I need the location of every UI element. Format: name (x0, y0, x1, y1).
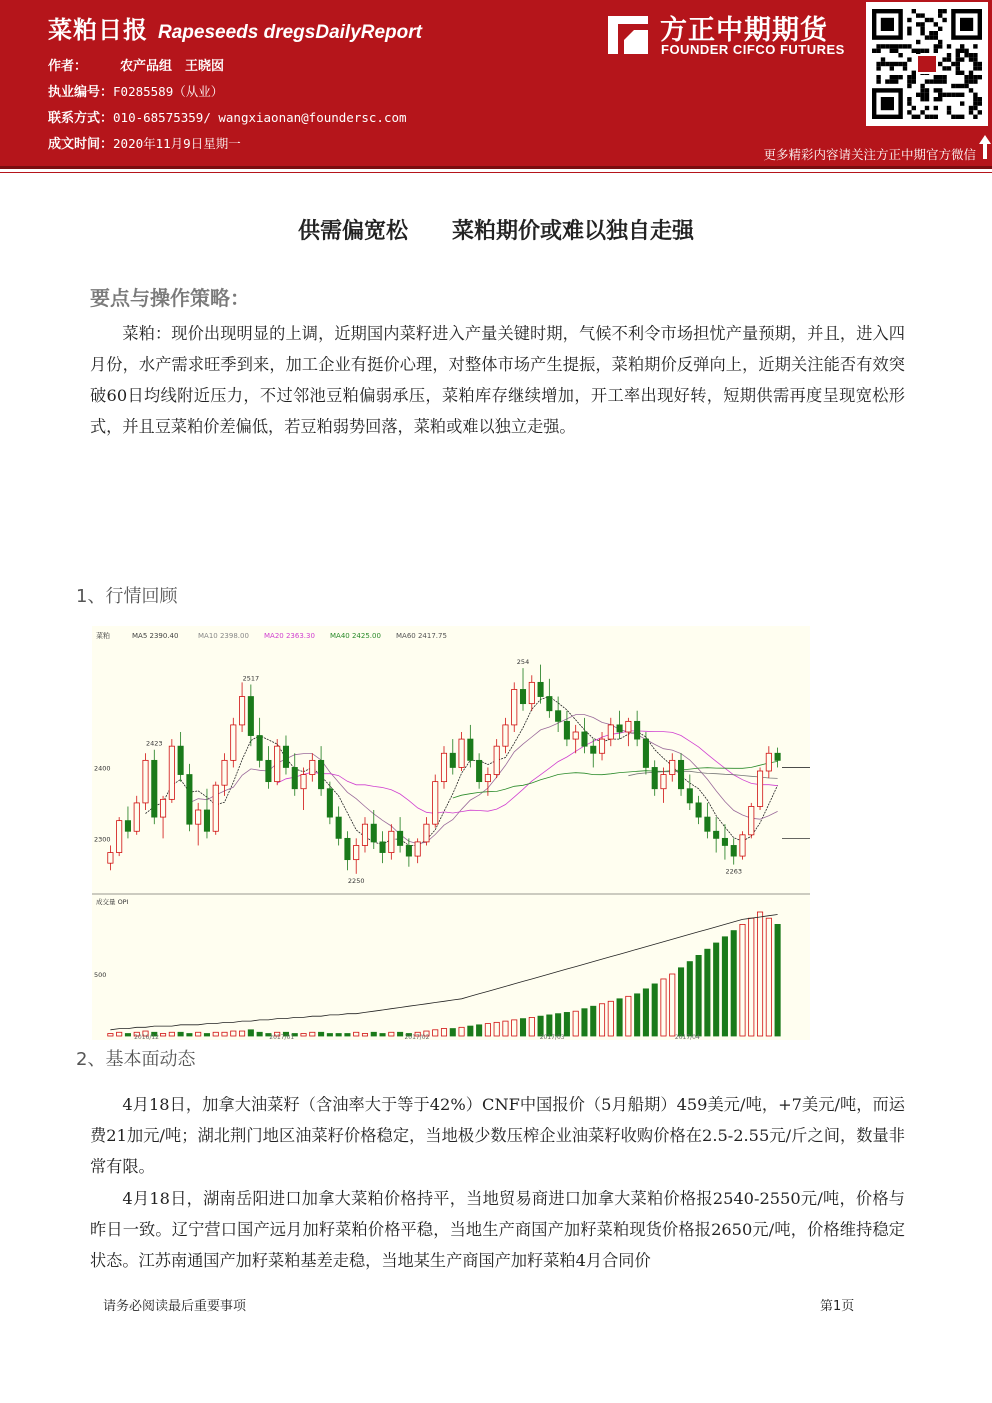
candle-body (441, 753, 446, 781)
volume-bar (239, 1031, 244, 1036)
header-divider-thin (0, 172, 992, 173)
report-header (0, 0, 992, 166)
chart-legend-prefix: 菜粕 (96, 632, 110, 640)
candle-body (310, 760, 315, 774)
candle-body (608, 725, 613, 739)
y-tick-label: 2300 (94, 835, 111, 844)
candlestick-chart (92, 626, 810, 1040)
candle (749, 803, 754, 838)
candle-body (406, 845, 411, 856)
price-annotation: 2263 (725, 867, 742, 876)
candle-body (389, 831, 394, 852)
candle-body (336, 817, 341, 838)
candle-body (757, 771, 762, 806)
volume-bar (555, 1014, 560, 1036)
volume-bar (573, 1011, 578, 1036)
candle-body (687, 789, 692, 803)
candle-body (117, 821, 122, 853)
volume-bar (503, 1021, 508, 1036)
arrow-up-icon (978, 134, 992, 160)
volume-bar (661, 979, 666, 1036)
y-tick-label: 2400 (94, 764, 111, 773)
candle-body (722, 838, 727, 845)
document-title: 供需偏宽松 菜粕期价或难以独自走强 (297, 219, 694, 244)
volume-bar (187, 1034, 192, 1036)
candle-body (248, 697, 253, 736)
volume-bar (213, 1032, 218, 1036)
volume-bar (380, 1034, 385, 1036)
volume-bar (494, 1022, 499, 1036)
volume-bar (635, 994, 640, 1036)
candle-body (354, 845, 359, 859)
candle-body (555, 711, 560, 722)
candle-body (327, 789, 332, 817)
volume-bar (749, 918, 754, 1036)
candle (757, 767, 762, 810)
candle-body (187, 775, 192, 825)
price-chart (92, 626, 810, 1040)
candle-body (564, 721, 569, 739)
volume-bar (705, 949, 710, 1036)
candle-body (266, 760, 271, 781)
candle (117, 817, 122, 856)
chart-background (92, 626, 810, 1040)
candle-body (468, 739, 473, 760)
volume-bar (160, 1034, 165, 1036)
volume-bar (318, 1032, 323, 1036)
report-title (48, 10, 422, 45)
volume-bar (617, 999, 622, 1036)
candle-body (433, 782, 438, 825)
volume-bar (529, 1017, 534, 1036)
volume-bar (476, 1025, 481, 1036)
candle (433, 775, 438, 828)
volume-bar (196, 1032, 201, 1036)
candle-body (108, 853, 113, 864)
x-tick-label: 2016/12 (134, 1034, 160, 1040)
volume-bar (108, 1034, 113, 1036)
candle-body (476, 760, 481, 781)
candle-body (345, 838, 350, 859)
chart-legend-item: MA40 2425.00 (330, 632, 381, 640)
volume-bar (714, 943, 719, 1036)
x-tick-label: 2017/02 (404, 1034, 430, 1040)
strategy-paragraph: 菜粕：现价出现明显的上调，近期国内菜籽进入产量关键时期，气候不利令市场担忧产量预期，并且，进入四月份，水产需求旺季到来，加工企业有挺价心理，对整体市场产生提振，菜粕期价反弹向上，近期关注能否有效突破60日均线附近压力，不过邻池豆粕偏弱承压，菜粕库存继续增加，开工率出现好转，短期供需再度呈现宽松形式，并且豆菜粕价差偏低，若豆粕弱势回落，菜粕或难以独立走强。 (90, 324, 905, 436)
candle-body (678, 760, 683, 788)
x-tick-label: 2017/03 (539, 1034, 565, 1040)
volume-bar (310, 1032, 315, 1036)
volume-bar (371, 1032, 376, 1036)
candle-body (134, 803, 139, 831)
candle-body (749, 806, 754, 834)
candle-body (573, 732, 578, 739)
candle-body (283, 746, 288, 767)
candle-body (152, 760, 157, 817)
volume-bar (696, 955, 701, 1036)
volume-bar (441, 1029, 446, 1036)
chart-legend-item: MA10 2398.00 (198, 632, 249, 640)
candle (152, 750, 157, 824)
volume-bar (345, 1034, 350, 1036)
volume-bar (362, 1034, 367, 1036)
candle (143, 753, 148, 810)
candle-body (222, 760, 227, 785)
candle-body (635, 721, 640, 739)
candle-body (459, 739, 464, 767)
chart-legend-item: MA60 2417.75 (396, 632, 447, 640)
volume-bar (591, 1006, 596, 1036)
section-market-review: 1、行情回顾 (76, 586, 178, 607)
footer-page-number: 第1页 (820, 1299, 855, 1314)
contact-value: 010-68575359/ wangxiaonan@foundersc.com (113, 110, 407, 125)
logo-text-en: FOUNDER CIFCO FUTURES (661, 42, 845, 57)
candle-body (696, 803, 701, 817)
volume-bar (178, 1032, 183, 1036)
volume-bar (125, 1034, 130, 1036)
candle-body (599, 739, 604, 753)
sub-legend: 成交量 OPI (96, 898, 129, 906)
license-value: F0285589（从业） (113, 84, 224, 99)
candle (231, 718, 236, 768)
candle (512, 682, 517, 732)
author-value: 农产品组 王晓囡 (120, 59, 225, 74)
price-annotation: 254 (516, 658, 530, 667)
candle-body (538, 682, 543, 696)
candle-body (626, 721, 631, 732)
volume-bar (643, 989, 648, 1036)
strategy-heading: 要点与操作策略： (90, 286, 250, 310)
candle-body (705, 817, 710, 831)
volume-bar (222, 1032, 227, 1036)
candle-body (204, 810, 209, 831)
date-line: 成文时间：2020年11月9日星期一 (48, 136, 241, 152)
candle-body (740, 835, 745, 856)
sub-tick-label: 500 (94, 971, 107, 979)
volume-bar (169, 1032, 174, 1036)
volume-bar (564, 1012, 569, 1036)
volume-bar (117, 1032, 122, 1036)
candle-body (424, 824, 429, 842)
candle-body (380, 842, 385, 853)
candle-body (775, 753, 780, 760)
volume-bar (582, 1009, 587, 1036)
volume-bar (731, 931, 736, 1036)
candle-body (362, 824, 367, 845)
volume-bar (301, 1034, 306, 1036)
volume-bar (626, 996, 631, 1036)
date-value: 2020年11月9日星期一 (113, 136, 241, 151)
candle-body (196, 810, 201, 824)
volume-bar (757, 912, 762, 1036)
candle-body (143, 760, 148, 803)
candle-body (275, 746, 280, 781)
candle-body (125, 821, 130, 832)
volume-bar (722, 937, 727, 1036)
candle-body (670, 760, 675, 774)
volume-bar (520, 1019, 525, 1036)
volume-bar (204, 1034, 209, 1036)
candle-body (371, 824, 376, 842)
candle-body (239, 697, 244, 725)
volume-bar (327, 1034, 332, 1036)
candle-body (485, 775, 490, 782)
volume-bar (389, 1032, 394, 1036)
candle-body (503, 725, 508, 746)
volume-bar (512, 1020, 517, 1036)
company-logo (604, 8, 854, 62)
founder-logo-icon (604, 10, 654, 60)
candle-body (257, 736, 262, 761)
candle-body (652, 767, 657, 788)
candle (169, 739, 174, 803)
volume-bar (397, 1032, 402, 1036)
candle-body (591, 746, 596, 753)
candle-body (494, 746, 499, 774)
volume-bar (231, 1031, 236, 1036)
volume-bar (547, 1015, 552, 1036)
volume-bar (257, 1032, 262, 1036)
volume-bar (468, 1026, 473, 1036)
x-tick-label: 2017/04 (674, 1034, 700, 1040)
volume-bar (608, 1001, 613, 1036)
candle-body (731, 845, 736, 856)
contact-line: 联系方式：010-68575359/ wangxiaonan@foundersc.com (48, 110, 407, 126)
volume-bar (485, 1024, 490, 1036)
price-annotation: 2517 (242, 674, 260, 683)
section-fundamentals: 2、基本面动态 (76, 1049, 196, 1070)
candle-body (450, 753, 455, 767)
wechat-qr-code[interactable] (866, 2, 988, 126)
candle-body (512, 689, 517, 724)
license-line: 执业编号：F0285589（从业） (48, 84, 224, 100)
volume-bar (459, 1027, 464, 1036)
volume-bar (670, 974, 675, 1036)
candle-body (661, 775, 666, 789)
author-line: 作者： 农产品组 王晓囡 (48, 59, 225, 74)
volume-bar (450, 1029, 455, 1036)
fundamentals-para-1: 4月18日，加拿大油菜籽（含油率大于等于42%）CNF中国报价（5月船期）459美元/吨，+7美元/吨，而运费21加元/吨；湖北荆门地区油菜籽价格稳定，当地极少数压榨企业油菜籽收购价格在2.5-2.55元/斤之间，数量非常有限。 (90, 1095, 905, 1176)
follow-wechat-text: 更多精彩内容请关注方正中期官方微信 (763, 147, 976, 162)
candle-body (301, 775, 306, 789)
candle-body (213, 785, 218, 831)
candle-body (617, 725, 622, 732)
footer-notice: 请务必阅读最后重要事项 (103, 1299, 247, 1314)
report-title-cn: 菜粕日报 (48, 16, 148, 44)
candle-body (520, 689, 525, 703)
price-annotation: 2423 (146, 739, 163, 748)
candle-body (582, 732, 587, 746)
volume-bar (336, 1034, 341, 1036)
volume-bar (652, 984, 657, 1036)
candle-body (643, 739, 648, 767)
volume-bar (687, 962, 692, 1036)
volume-bar (599, 1004, 604, 1036)
candle-body (397, 831, 402, 845)
volume-bar (775, 924, 780, 1036)
chart-legend-item: MA20 2363.30 (264, 632, 315, 640)
candle-body (178, 746, 183, 774)
chart-legend-item: MA5 2390.40 (132, 632, 179, 640)
report-title-en: Rapeseeds dregsDailyReport (158, 22, 422, 43)
candle-body (547, 697, 552, 711)
header-divider (0, 166, 992, 169)
candle-body (231, 725, 236, 760)
candle-body (160, 799, 165, 817)
qr-code-icon (866, 2, 988, 126)
volume-bar (766, 918, 771, 1036)
x-tick-label: 2017/01 (269, 1034, 295, 1040)
volume-bar (433, 1030, 438, 1036)
candle-body (529, 682, 534, 703)
candle-body (766, 753, 771, 771)
candle-body (415, 842, 420, 856)
price-annotation: 2250 (347, 876, 365, 885)
volume-bar (678, 968, 683, 1036)
candle (275, 739, 280, 785)
volume-bar (354, 1032, 359, 1036)
volume-bar (740, 924, 745, 1036)
candle-body (714, 831, 719, 838)
candle-body (318, 760, 323, 788)
logo-text-cn: 方正中期期货 (660, 15, 828, 46)
fundamentals-para-2: 4月18日，湖南岳阳进口加拿大菜粕价格持平，当地贸易商进口加拿大菜粕价格报2540-2550元/吨，价格与昨日一致。辽宁营口国产远月加籽菜粕价格平稳，当地生产商国产加籽菜粕现货价格报2650元/吨，价格维持稳定状态。江苏南通国产加籽菜粕基差走稳，当地某生产商国产加籽菜粕4月合同价 (90, 1189, 905, 1270)
volume-bar (248, 1030, 253, 1036)
candle-body (169, 746, 174, 799)
candle (213, 782, 218, 835)
candle-body (292, 767, 297, 788)
candle (740, 831, 745, 859)
fundamentals-paragraphs (90, 1089, 905, 1276)
